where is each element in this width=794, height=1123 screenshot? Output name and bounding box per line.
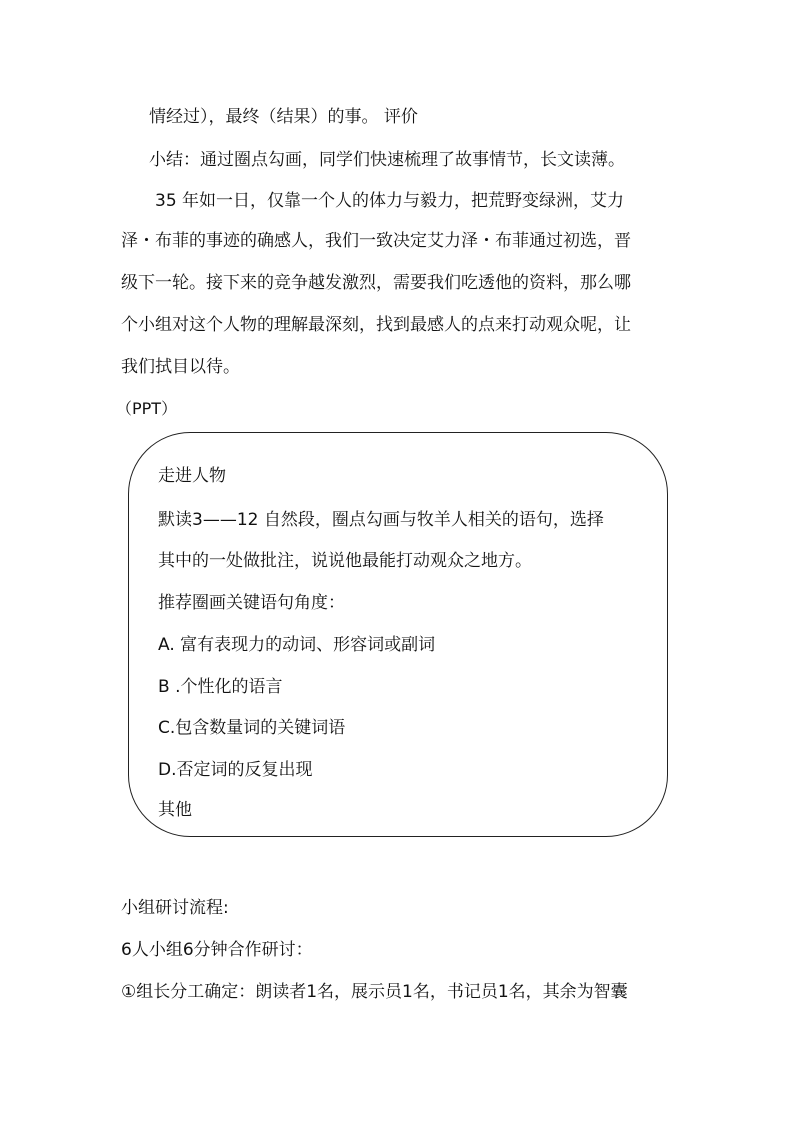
paragraph-evaluation: 情经过），最终（结果）的事。 评价: [149, 107, 418, 127]
ppt-instruction-line-1: 默读3——12 自然段，圈点勾画与牧羊人相关的语句，选择: [158, 510, 604, 530]
ppt-option-c: C.包含数量词的关键词语: [158, 718, 346, 738]
group-process-step-1: ①组长分工确定：朗读者1名，展示员1名，书记员1名，其余为智囊: [121, 982, 628, 1002]
group-process-subheading: 6人小组6分钟合作研讨：: [121, 940, 313, 960]
paragraph-intro-line-4: 个小组对这个人物的理解最深刻，找到最感人的点来打动观众呢，让: [121, 315, 631, 335]
paragraph-intro-line-3: 级下一轮。接下来的竞争越发激烈，需要我们吃透他的资料，那么哪: [121, 273, 631, 293]
ppt-slide-box: [128, 432, 668, 837]
ppt-instruction-line-2: 其中的一处做批注，说说他最能打动观众之地方。: [158, 551, 532, 571]
group-process-heading: 小组研讨流程:: [121, 898, 229, 918]
paragraph-summary: 小结：通过圈点勾画，同学们快速梳理了故事情节，长文读薄。: [149, 150, 625, 170]
ppt-option-d: D.否定词的反复出现: [158, 760, 313, 780]
ppt-label: （PPT）: [116, 399, 178, 418]
ppt-angles-heading: 推荐圈画关键语句角度：: [158, 593, 345, 613]
paragraph-intro-line-1: 35 年如一日，仅靠一个人的体力与毅力，把荒野变绿洲，艾力: [155, 191, 625, 211]
ppt-option-a: A. 富有表现力的动词、形容词或副词: [158, 635, 436, 655]
ppt-title: 走进人物: [158, 466, 226, 486]
ppt-option-b: B .个性化的语言: [158, 677, 283, 697]
paragraph-intro-line-2: 泽・布菲的事迹的确感人，我们一致决定艾力泽・布菲通过初选，晋: [121, 231, 631, 251]
ppt-option-other: 其他: [158, 800, 192, 820]
paragraph-intro-line-5: 我们拭目以待。: [121, 357, 240, 377]
